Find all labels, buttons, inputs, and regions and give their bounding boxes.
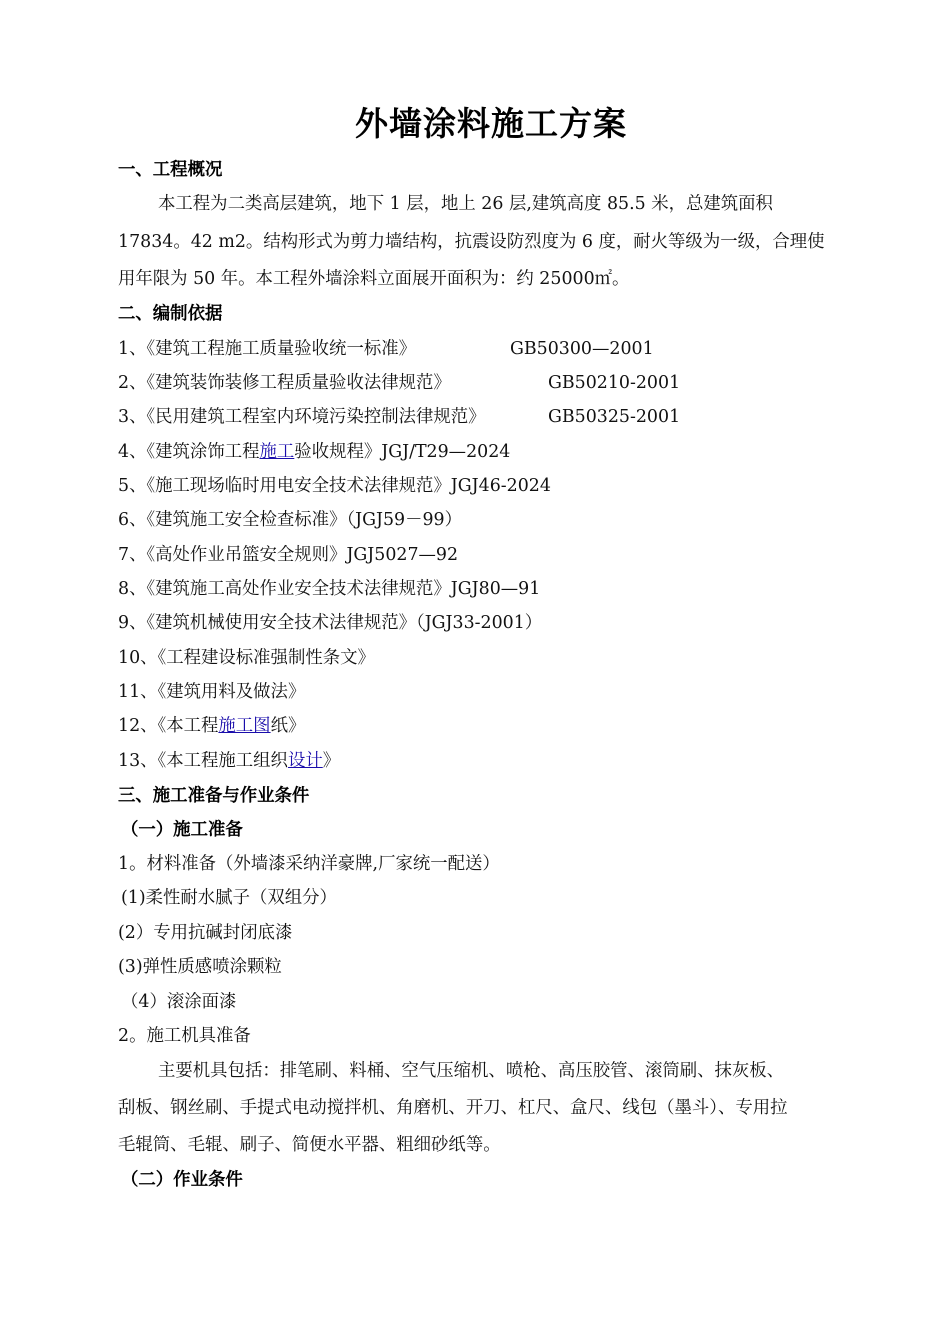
material-item-4: （4）滚涂面漆	[121, 992, 237, 1012]
basis-item-title: 2、《建筑装饰装修工程质量验收法律规范》	[118, 373, 451, 393]
tools-heading: 2。施工机具准备	[118, 1026, 251, 1046]
subheading-work-conditions: （二）作业条件	[121, 1170, 243, 1190]
basis-item-12	[118, 714, 868, 738]
basis-item-text: 验收规程》JGJ/T29—2024	[294, 442, 511, 462]
overview-paragraph-line-3: 用年限为 50 年。本工程外墙涂料立面展开面积为：约 25000㎡。	[118, 269, 630, 289]
basis-item-6: 6、《建筑施工安全检查标准》（JGJ59－99）	[118, 510, 463, 530]
basis-item-8: 8、《建筑施工高处作业安全技术法律规范》JGJ80—91	[118, 579, 541, 599]
tools-paragraph-line-2: 刮板、钢丝刷、手提式电动搅拌机、角磨机、开刀、杠尺、盒尺、线包（墨斗）、专用拉	[118, 1098, 788, 1118]
basis-item-text: 4、《建筑涂饰工程	[118, 442, 260, 462]
basis-item-1	[118, 337, 868, 361]
basis-item-title: 3、《民用建筑工程室内环境污染控制法律规范》	[118, 407, 486, 427]
materials-heading: 1。材料准备（外墙漆采纳洋豪牌,厂家统一配送）	[118, 854, 500, 874]
tools-paragraph-line-1: 主要机具包括：排笔刷、料桶、空气压缩机、喷枪、高压胶管、滚筒刷、抹灰板、	[158, 1061, 785, 1081]
material-item-1: (1)柔性耐水腻子（双组分）	[121, 888, 337, 908]
overview-paragraph-line-1: 本工程为二类高层建筑，地下 1 层，地上 26 层,建筑高度 85.5 米，总建筑面积	[158, 194, 773, 214]
basis-item-text: 12、《本工程	[118, 716, 219, 736]
basis-item-title: 1、《建筑工程施工质量验收统一标准》	[118, 339, 417, 359]
section-heading-basis: 二、编制依据	[118, 304, 223, 324]
basis-item-standard: GB50210-2001	[548, 373, 681, 393]
basis-item-4	[118, 440, 868, 464]
design-link[interactable]: 设计	[287, 751, 323, 771]
section-heading-preparation: 三、施工准备与作业条件	[118, 786, 310, 806]
basis-item-text: 》	[322, 751, 341, 771]
basis-item-text: 纸》	[270, 716, 306, 736]
basis-item-standard: GB50325-2001	[548, 407, 681, 427]
basis-item-7: 7、《高处作业吊篮安全规则》JGJ5027—92	[118, 545, 459, 565]
basis-item-13	[118, 749, 868, 773]
document-title: 外墙涂料施工方案	[355, 104, 627, 143]
construction-drawing-link[interactable]: 施工图	[218, 716, 271, 736]
material-item-2: (2）专用抗碱封闭底漆	[118, 923, 293, 943]
basis-item-standard: GB50300—2001	[510, 339, 654, 359]
section-heading-overview: 一、工程概况	[118, 160, 223, 180]
construction-link[interactable]: 施工	[259, 442, 295, 462]
subheading-preparation: （一）施工准备	[121, 820, 243, 840]
basis-item-10: 10、《工程建设标准强制性条文》	[118, 648, 375, 668]
basis-item-11: 11、《建筑用料及做法》	[118, 682, 306, 702]
basis-item-9: 9、《建筑机械使用安全技术法律规范》（JGJ33-2001）	[118, 613, 543, 633]
overview-paragraph-line-2: 17834。42 m2。结构形式为剪力墙结构，抗震设防烈度为 6 度，耐火等级为一级，合理使	[118, 232, 825, 252]
basis-item-2	[118, 371, 868, 395]
tools-paragraph-line-3: 毛辊筒、毛辊、刷子、简便水平器、粗细砂纸等。	[118, 1135, 501, 1155]
basis-item-5: 5、《施工现场临时用电安全技术法律规范》JGJ46-2024	[118, 476, 551, 496]
material-item-3: (3)弹性质感喷涂颗粒	[118, 957, 282, 977]
basis-item-3	[118, 405, 868, 429]
basis-item-text: 13、《本工程施工组织	[118, 751, 288, 771]
